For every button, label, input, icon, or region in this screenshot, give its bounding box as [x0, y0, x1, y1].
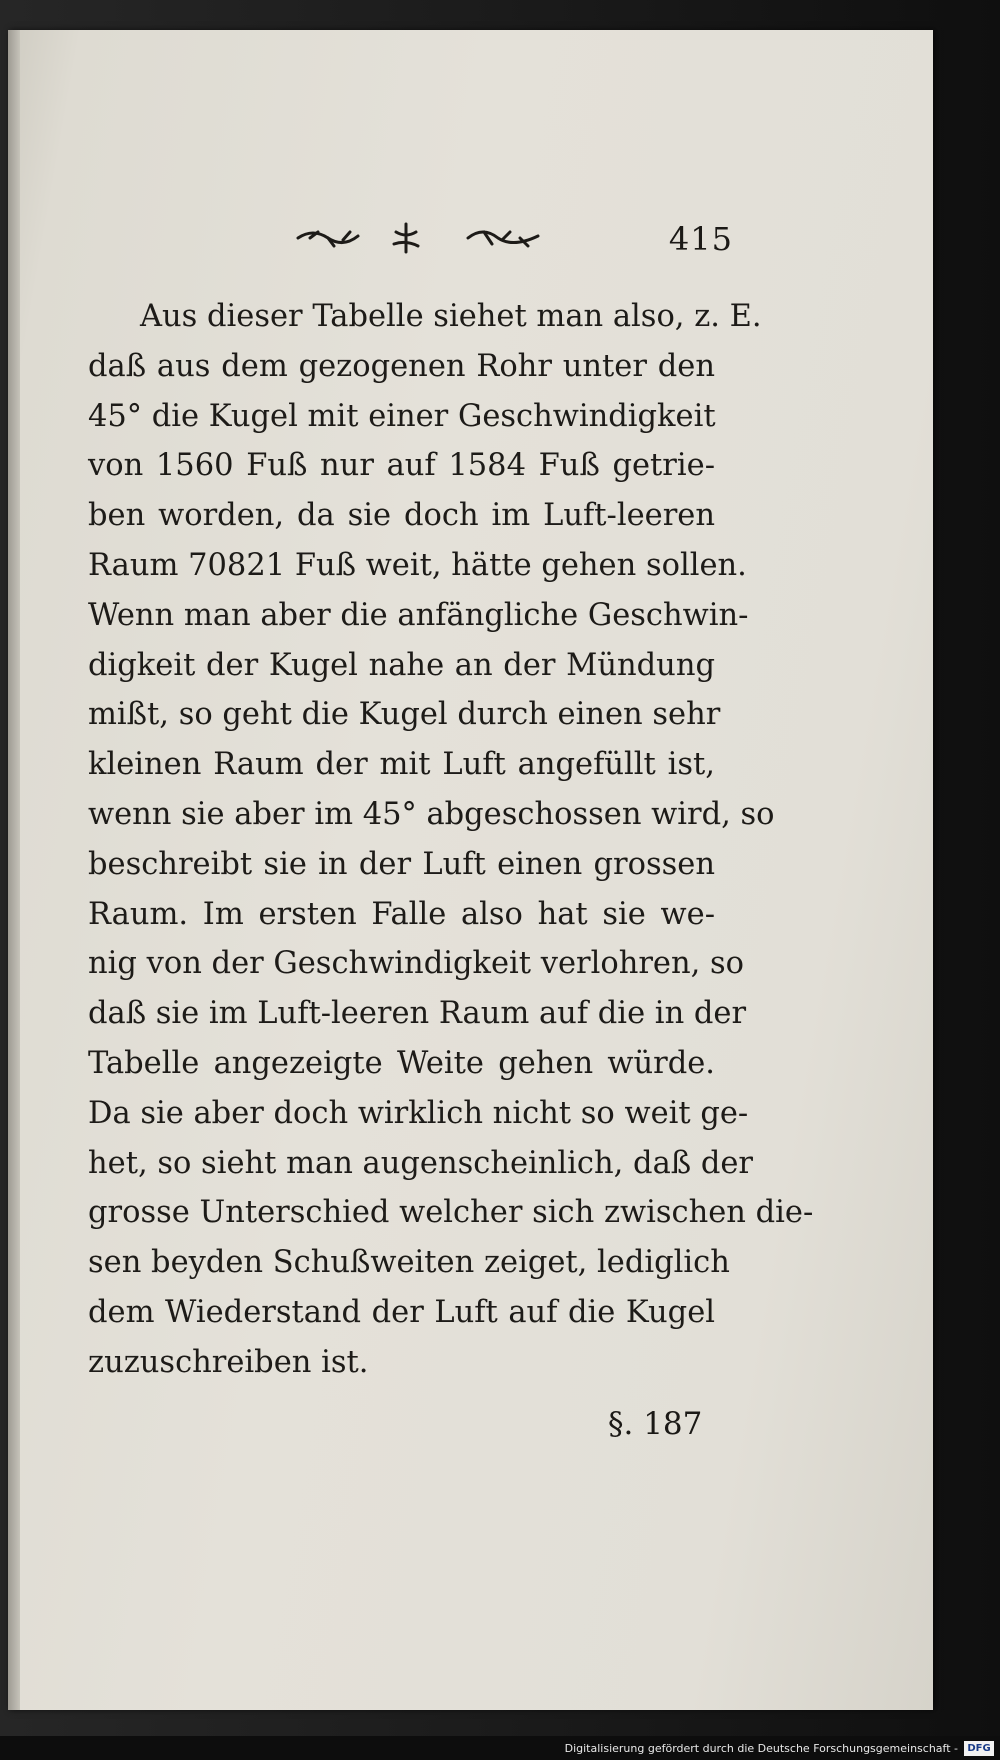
text-line: ben worden, da sie doch im Luft-leeren: [88, 498, 715, 534]
text-line: kleinen Raum der mit Luft angefüllt ist,: [88, 747, 715, 783]
text-line: Raum. Im ersten Falle also hat sie we-: [88, 896, 715, 932]
text-line: mißt, so geht die Kugel durch einen sehr: [88, 697, 721, 733]
text-line: Raum 70821 Fuß weit, hätte gehen sollen.: [88, 547, 747, 583]
text-line: von 1560 Fuß nur auf 1584 Fuß getrie-: [88, 448, 715, 484]
text-line: het, so sieht man augenscheinlich, daß der: [88, 1145, 753, 1181]
text-line: digkeit der Kugel nahe an der Mündung: [88, 647, 715, 683]
text-line: Tabelle angezeigte Weite gehen würde.: [88, 1045, 715, 1081]
dfg-logo-icon: DFG: [964, 1741, 994, 1756]
text-line: daß sie im Luft-leeren Raum auf die in der: [88, 996, 747, 1032]
footer-bar: [0, 1736, 1000, 1760]
text-line: daß aus dem gezogenen Rohr unter den: [88, 348, 715, 384]
text-line: Da sie aber doch wirklich nicht so weit ge-: [88, 1095, 749, 1131]
text-line: grosse Unterschied welcher sich zwischen die-: [88, 1195, 814, 1231]
book-page: [8, 30, 933, 1710]
text-line: sen beyden Schußweiten zeiget, lediglich: [88, 1245, 730, 1281]
funding-credit: Digitalisierung gefördert durch die Deutsche Forschungsgemeinschaft -: [564, 1742, 958, 1755]
text-line: Aus dieser Tabelle siehet man also, z. E.: [140, 299, 762, 334]
text-line: zuzuschreiben ist.: [88, 1344, 369, 1380]
text-line: 45° die Kugel mit einer Geschwindigkeit: [88, 398, 716, 434]
text-line: Wenn man aber die anfängliche Geschwin-: [88, 597, 749, 633]
catchword: §. 187: [608, 1406, 703, 1442]
text-line: wenn sie aber im 45° abgeschossen wird, so: [88, 796, 775, 832]
page-header: [88, 218, 733, 268]
body-text: [88, 292, 814, 1388]
text-line: nig von der Geschwindigkeit verlohren, so: [88, 946, 745, 982]
page-number: 415: [668, 220, 733, 258]
text-line: dem Wiederstand der Luft auf die Kugel: [88, 1294, 715, 1330]
text-line: beschreibt sie in der Luft einen grossen: [88, 846, 715, 882]
printers-ornament-icon: [288, 218, 548, 258]
page-edge: [8, 30, 20, 1710]
